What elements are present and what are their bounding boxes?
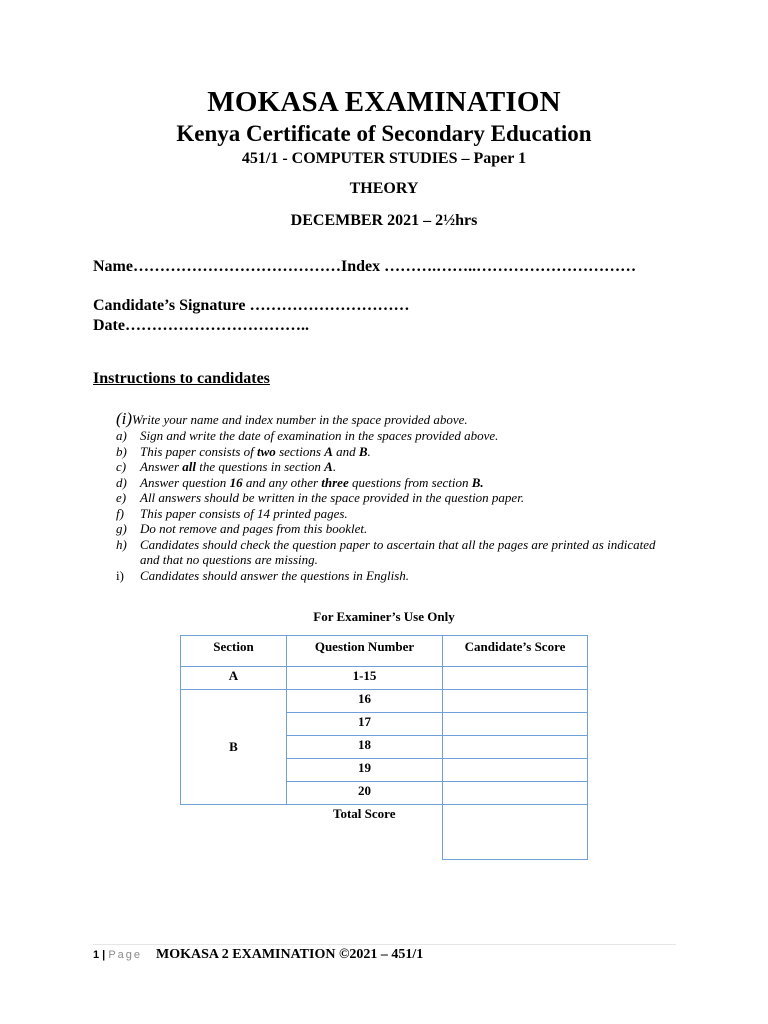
instruction-item xyxy=(116,475,676,491)
instruction-text xyxy=(140,521,367,536)
signature-row xyxy=(93,297,409,315)
instruction-item xyxy=(116,568,676,584)
question-number-cell: 17 xyxy=(287,713,443,736)
instruction-text-part: All answers should be written in the space provided in the question paper. xyxy=(140,490,525,505)
exam-title: MOKASA EXAMINATION xyxy=(207,86,561,118)
instruction-item xyxy=(116,444,676,460)
page-word: Page xyxy=(108,949,143,961)
instruction-text-part: Answer question xyxy=(140,474,230,490)
instruction-text xyxy=(140,459,336,474)
instructions-heading: Instructions to candidates xyxy=(93,370,270,387)
page-number: 1 xyxy=(93,949,100,961)
instruction-item xyxy=(116,459,676,475)
instruction-text xyxy=(140,506,348,521)
instruction-letter: e) xyxy=(116,490,127,505)
instruction-text-part: Do not remove and pages from this booklet. xyxy=(140,521,368,536)
instruction-text-part: Answer xyxy=(140,459,183,474)
question-number-cell: 18 xyxy=(287,736,443,759)
table-header-row xyxy=(181,636,588,667)
instruction-letter: d) xyxy=(116,474,127,490)
instruction-text-part: . xyxy=(367,443,371,459)
instruction-emphasis: 16 xyxy=(229,474,243,490)
instruction-item xyxy=(116,506,676,522)
name-index-row xyxy=(93,258,636,276)
total-score-cell[interactable] xyxy=(443,805,588,860)
instruction-text-part: This paper consists of 14 printed pages. xyxy=(140,505,348,521)
instruction-emphasis: two xyxy=(257,443,276,459)
date-label: Date xyxy=(93,317,125,334)
score-cell[interactable] xyxy=(443,690,588,713)
header-candidate-score: Candidate’s Score xyxy=(443,636,588,667)
instructions-list xyxy=(116,428,676,583)
instruction-text-part: questions from section xyxy=(348,474,472,490)
instruction-text xyxy=(140,568,409,583)
instruction-letter: c) xyxy=(116,459,127,474)
instruction-text-part: and xyxy=(332,443,359,459)
score-cell[interactable] xyxy=(443,782,588,805)
date-field[interactable]: …………………………….. xyxy=(124,317,309,334)
name-field[interactable]: ………………………………… xyxy=(132,258,341,275)
instruction-text-part: Candidates should answer the questions in English. xyxy=(140,567,410,583)
instruction-text xyxy=(140,490,524,505)
header-question-number: Question Number xyxy=(287,636,443,667)
instruction-first-number: (i) xyxy=(116,409,133,428)
exam-subtitle: Kenya Certificate of Secondary Education xyxy=(176,121,592,146)
table-row xyxy=(181,690,588,713)
score-table xyxy=(180,635,588,860)
instruction-first xyxy=(116,409,468,429)
instruction-emphasis: B. xyxy=(471,474,484,490)
index-field[interactable]: ……….……..………………………… xyxy=(380,258,637,275)
instruction-emphasis: A xyxy=(324,443,333,459)
instruction-emphasis: B xyxy=(358,443,368,459)
section-b-cell: B xyxy=(181,690,287,805)
examiner-caption: For Examiner’s Use Only xyxy=(313,609,455,624)
score-cell[interactable] xyxy=(443,713,588,736)
question-number-cell: 20 xyxy=(287,782,443,805)
instruction-text-part: This paper consists of xyxy=(140,443,258,459)
footer-divider xyxy=(93,944,676,945)
instruction-text xyxy=(140,537,655,568)
signature-label: Candidate’s Signature xyxy=(93,297,246,314)
instruction-text xyxy=(140,428,498,443)
name-label: Name xyxy=(93,258,133,275)
instruction-text-part: Candidates should check the question paper to ascertain that all the pages are printed as indicated and that no questions are missing. xyxy=(140,536,656,567)
question-number-cell: 16 xyxy=(287,690,443,713)
question-number-cell: 19 xyxy=(287,759,443,782)
instruction-letter: f) xyxy=(116,505,124,521)
instruction-letter: g) xyxy=(116,521,127,536)
paper-code: 451/1 - COMPUTER STUDIES – Paper 1 xyxy=(241,150,527,167)
instruction-item xyxy=(116,537,676,568)
instruction-text-part: the questions in section xyxy=(195,459,325,474)
footer-text: MOKASA 2 EXAMINATION ©2021 – 451/1 xyxy=(156,947,424,962)
instruction-letter: i) xyxy=(116,567,124,583)
instruction-item xyxy=(116,428,676,444)
instruction-emphasis: all xyxy=(182,459,196,474)
instruction-text-part: sections xyxy=(275,443,325,459)
score-cell[interactable] xyxy=(443,667,588,690)
instruction-text xyxy=(140,475,484,490)
instruction-text-part: Sign and write the date of examination in the spaces provided above. xyxy=(140,428,499,443)
instruction-emphasis: A xyxy=(324,459,333,474)
total-row xyxy=(181,805,588,860)
instruction-letter: a) xyxy=(116,428,127,443)
instruction-text xyxy=(140,444,371,459)
instruction-first-text: Write your name and index number in the space provided above. xyxy=(132,412,468,427)
instruction-emphasis: three xyxy=(321,474,349,490)
score-cell[interactable] xyxy=(443,759,588,782)
instruction-text-part: and any other xyxy=(242,474,322,490)
instruction-item xyxy=(116,490,676,506)
section-a-cell: A xyxy=(181,667,287,690)
table-row xyxy=(181,667,588,690)
total-score-label: Total Score xyxy=(287,805,443,860)
exam-date-duration: DECEMBER 2021 – 2½hrs xyxy=(290,212,478,229)
section-a-questions: 1-15 xyxy=(287,667,443,690)
instruction-letter: h) xyxy=(116,536,127,552)
index-label: Index xyxy=(340,258,381,275)
date-row xyxy=(93,317,309,335)
instruction-item xyxy=(116,521,676,537)
empty-cell xyxy=(181,805,287,860)
instruction-text-part: . xyxy=(332,459,337,474)
score-cell[interactable] xyxy=(443,736,588,759)
footer-separator: | xyxy=(99,949,109,961)
header-section: Section xyxy=(181,636,287,667)
page-footer xyxy=(93,947,423,963)
section-title: THEORY xyxy=(349,180,419,197)
instruction-letter: b) xyxy=(116,443,127,459)
signature-field[interactable]: ………………………… xyxy=(245,297,410,314)
